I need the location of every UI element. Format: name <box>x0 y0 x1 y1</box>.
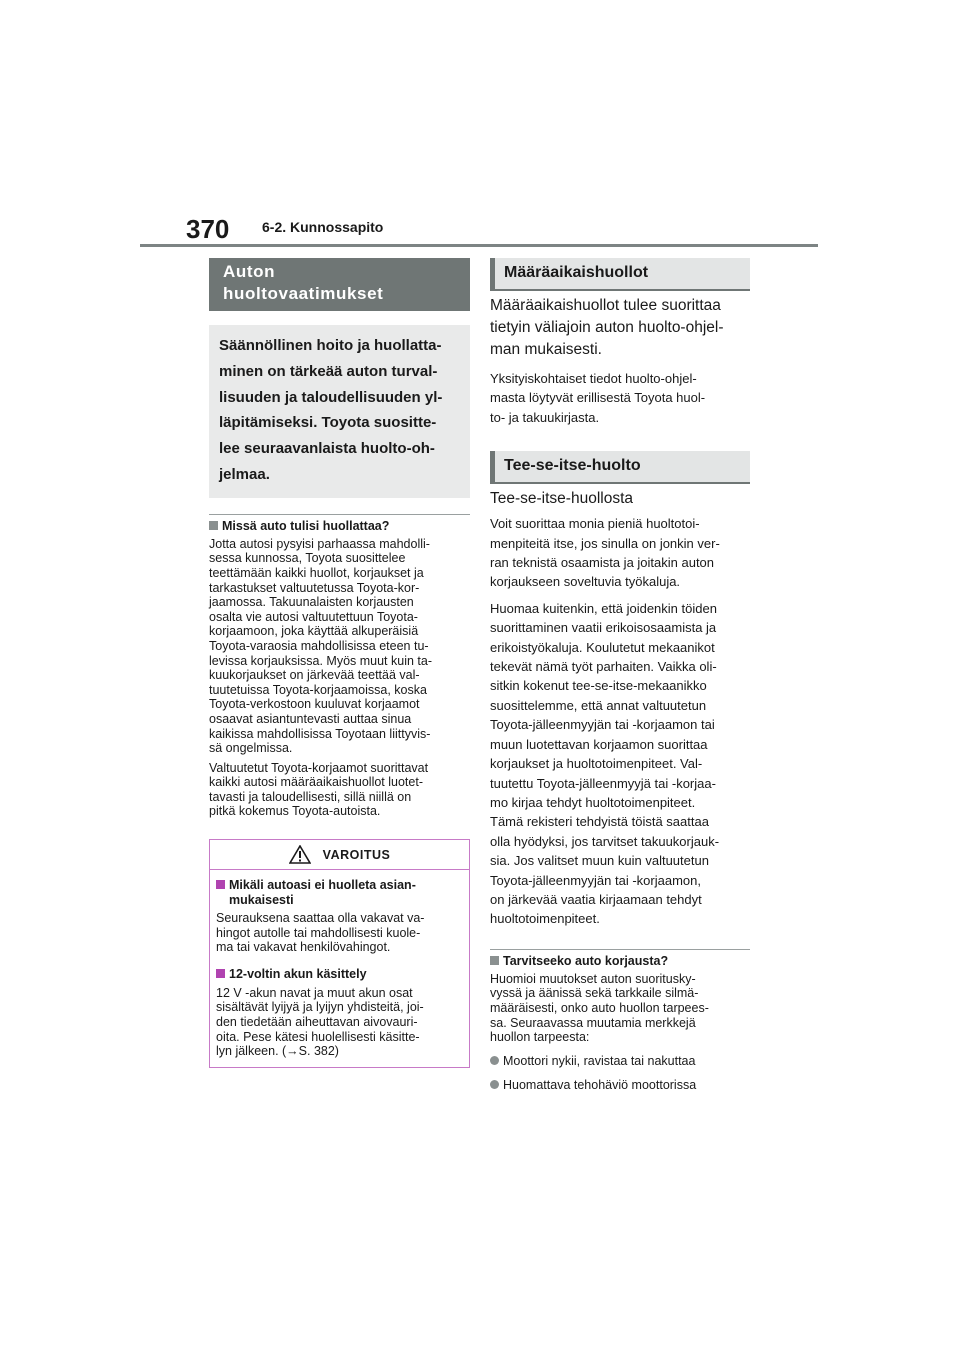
scheduled-heading: Määräaikaishuollot <box>490 258 750 291</box>
scheduled-intro: Määräaikaishuollot tulee suorittaa tietyin väliajoin auton huolto-ohjel- man mukaisesti. <box>490 297 724 358</box>
summary-line: läpitämiseksi. Toyota suositte- <box>219 414 437 432</box>
square-bullet-icon <box>216 880 225 889</box>
warning-item2-heading: 12-voltin akun käsittely <box>216 967 463 982</box>
repair-paragraph: Huomioi muutokset auton suoritusky- vyssä ja äänissä sekä tarkkaile silmä- määräisesti, onko auto huollon tarpees- sa. Seuraavassa muutamia merkkejä huollon tarpeesta: <box>490 971 709 1045</box>
summary-line: jelmaa. <box>219 465 270 483</box>
warning-title: VAROITUS <box>322 847 391 862</box>
warning-item1-text: Seurauksena saattaa olla vakavat va- hingot autolle tai mahdollisesti kuole- ma tai vakavat henkilövahingot. <box>216 911 425 955</box>
warning-box <box>209 839 470 1068</box>
summary-line: minen on tärkeää auton turval- <box>219 362 438 380</box>
divider <box>209 514 470 515</box>
warning-triangle-icon <box>289 845 311 864</box>
main-heading <box>209 258 470 311</box>
repair-heading: Tarvitseeko auto korjausta? <box>490 954 750 969</box>
header-rule <box>140 244 818 247</box>
diy-paragraph-2: Huomaa kuitenkin, että joidenkin töiden suorittaminen vaatii erikoisosaamista ja erikoistyökaluja. Koulutetut mekaanikot tekevät nämä työt parhaiten. Vaikka oli- sitkin kokenut tee-se-itse-mekaanikko suosittelemme, että annat valtuutetun Toyota-jälleenmyyjän tai -korjaamon tai muun luotettavan korjaamon suorittaa korjaukset ja huoltotoimenpiteet. Val- tuutettu Toyota-jälleenmyyjä tai -korjaa- mo kirjaa tehdyt huoltotoimenpiteet. Tämä rekisteri tehdyistä töistä saattaa olla hyödyksi, jos tarvitset takuukorjauk- sia. Jos valitset muun kuin valtuutetun Toyota-jälleenmyyjän tai -korjaamon, on järkevää vaatia kirjaamaan tehdyt huoltotoimenpiteet. <box>490 600 720 927</box>
warning-body <box>210 870 469 1067</box>
square-bullet-icon <box>490 956 499 965</box>
summary-line: lisuuden ja taloudellisuuden yl- <box>219 388 443 406</box>
where-heading: Missä auto tulisi huollattaa? <box>209 519 470 534</box>
warning-item2-text: 12 V -akun navat ja muut akun osat sisältävät lyijyä ja lyijyn yhdisteitä, joi- den tiedetään aiheuttavan aivovauri- oita. Pese kätesi huolellisesti käsitte- lyn jälkeen. (→S. 382) <box>216 985 424 1059</box>
section-title: 6-2. Kunnossapito <box>262 219 384 235</box>
diy-intro: Tee-se-itse-huollosta <box>490 490 634 508</box>
list-item: Huomattava tehohäviö moottorissa <box>490 1078 750 1093</box>
summary-box <box>209 325 470 498</box>
summary-line: Säännöllinen hoito ja huollatta- <box>219 337 442 354</box>
main-heading-line2: huoltovaatimukset <box>223 284 384 303</box>
summary-line: lee seuraavanlaista huolto-oh- <box>219 440 435 458</box>
square-bullet-icon <box>216 969 225 978</box>
diy-paragraph-1: Voit suorittaa monia pieniä huoltotoi- menpiteitä itse, jos sinulla on jonkin ver- ran teknistä osaamista ja joitakin auton korjaukseen soveltuvia työkaluja. <box>490 516 720 590</box>
diy-heading: Tee-se-itse-huolto <box>490 451 750 484</box>
square-bullet-icon <box>209 521 218 530</box>
left-column <box>209 258 470 1068</box>
page-number: 370 <box>186 214 230 244</box>
right-column <box>490 258 750 1093</box>
divider <box>490 949 750 950</box>
warning-header <box>210 840 469 870</box>
round-bullet-icon <box>490 1056 499 1065</box>
where-paragraph-2: Valtuutetut Toyota-korjaamot suorittavat kaikki autosi määräaikaishuollot luotet- tavasti ja taloudellisesti, sillä niillä on pitkä kokemus Toyota-autoista. <box>209 760 429 819</box>
scheduled-detail: Yksityiskohtaiset tiedot huolto-ohjel- masta löytyvät erillisestä Toyota huol- to- ja takuukirjasta. <box>490 371 706 425</box>
main-heading-line1: Auton <box>223 262 276 281</box>
round-bullet-icon <box>490 1080 499 1089</box>
where-paragraph: Jotta autosi pysyisi parhaassa mahdolli- sessa kunnossa, Toyota suosittelee teettämään kaikki huollot, korjaukset ja tarkastukset valtuutetussa Toyota-kor- jaamossa. Takuunalaisten korjausten osalta vie autosi valtuutettuun Toyota- korjaamoon, joka käyttää alkuperäisiä Toyota-varaosia mahdollisissa eteen tu- levissa korjauksissa. Myös muut kuin ta- kuukorjaukset on järkevää teettää val- tuutetuissa Toyota-korjaamoissa, koska Toyota-verkostoon kuuluvat korjaamot osaavat asiantuntevasti auttaa sinua kaikissa mahdollisissa Toyotaan liittyvis- sä ongelmissa. <box>209 536 432 756</box>
list-item: Moottori nykii, ravistaa tai nakuttaa <box>490 1054 750 1069</box>
warning-item1-heading: Mikäli autoasi ei huolleta asian- mukaisesti <box>216 878 463 908</box>
